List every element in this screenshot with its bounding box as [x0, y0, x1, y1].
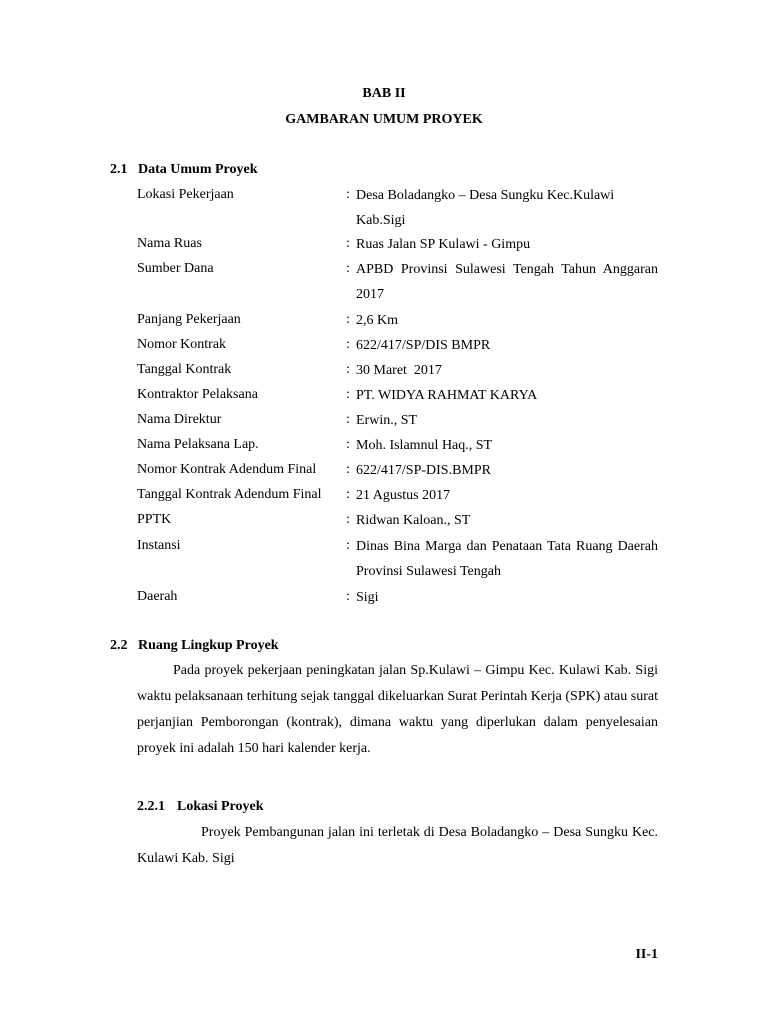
row-value: 2,6 Km: [356, 313, 398, 328]
row-label: Kontraktor Pelaksana: [137, 387, 258, 402]
section-number: 2.2.1: [137, 799, 165, 814]
row-label: Nomor Kontrak: [137, 337, 227, 352]
section-2-2-1-paragraph: Proyek Pembangunan jalan ini terletak di Desa Boladangko – Desa Sungku Kec. Kulawi Kab. Sigi: [137, 825, 658, 866]
row-value: Desa Boladangko – Desa Sungku Kec.Kulawi Kab.Sigi: [356, 188, 615, 228]
section-title: Lokasi Proyek: [177, 799, 264, 814]
row-colon: :: [346, 362, 350, 377]
row-label: Lokasi Pekerjaan: [137, 187, 234, 202]
row-label: Tanggal Kontrak Adendum Final: [137, 487, 322, 502]
row-label: Nama Ruas: [137, 236, 202, 251]
page-number: II-1: [635, 947, 658, 962]
section-title: Ruang Lingkup Proyek: [138, 638, 279, 653]
row-colon: :: [346, 387, 350, 402]
section-title: Data Umum Proyek: [138, 162, 258, 177]
data-row: [137, 261, 658, 302]
row-label: Tanggal Kontrak: [137, 362, 232, 377]
row-colon: :: [346, 512, 350, 527]
chapter-title: GAMBARAN UMUM PROYEK: [285, 112, 483, 127]
row-value: Erwin., ST: [356, 413, 418, 428]
row-value: 21 Agustus 2017: [356, 488, 451, 503]
row-value: Ridwan Kaloan., ST: [356, 513, 471, 528]
section-number: 2.1: [110, 162, 128, 177]
row-label: Nama Direktur: [137, 412, 222, 427]
row-label: PPTK: [137, 512, 172, 527]
section-2-2-1-heading: [137, 799, 263, 815]
row-value: Sigi: [356, 590, 379, 605]
row-value: Dinas Bina Marga dan Penataan Tata Ruang Daerah Provinsi Sulawesi Tengah: [356, 539, 658, 579]
data-row: [137, 538, 658, 579]
section-number: 2.2: [110, 638, 128, 653]
row-value: PT. WIDYA RAHMAT KARYA: [356, 388, 538, 403]
row-colon: :: [346, 412, 350, 427]
row-label: Instansi: [137, 538, 181, 553]
row-colon: :: [346, 538, 350, 553]
row-value: Ruas Jalan SP Kulawi - Gimpu: [356, 237, 531, 252]
row-colon: :: [346, 337, 350, 352]
section-2-2-paragraph: Pada proyek pekerjaan peningkatan jalan Sp.Kulawi – Gimpu Kec. Kulawi Kab. Sigi waktu pelaksanaan terhitung sejak tanggal dikeluarkan Surat Perintah Kerja (SPK) atau surat perjanjian Pemborongan (kontrak), dimana waktu yang diperlukan dalam penyelesaian proyek ini adalah 150 hari kalender kerja.: [137, 663, 658, 756]
section-2-1-heading: [110, 162, 258, 178]
row-label: Nama Pelaksana Lap.: [137, 437, 259, 452]
data-row: [137, 187, 658, 228]
row-colon: :: [346, 589, 350, 604]
chapter-number: BAB II: [362, 86, 406, 101]
row-value: APBD Provinsi Sulawesi Tengah Tahun Anggaran 2017: [356, 262, 658, 302]
row-value: 30 Maret 2017: [356, 363, 442, 378]
row-value: 622/417/SP/DIS BMPR: [356, 338, 491, 353]
row-value: Moh. Islamnul Haq., ST: [356, 438, 493, 453]
data-row: [137, 589, 658, 614]
row-label: Nomor Kontrak Adendum Final: [137, 462, 317, 477]
row-value: 622/417/SP-DIS.BMPR: [356, 463, 491, 478]
section-2-2-heading: [110, 638, 279, 654]
row-label: Sumber Dana: [137, 261, 214, 276]
row-colon: :: [346, 437, 350, 452]
row-colon: :: [346, 261, 350, 276]
row-label: Daerah: [137, 589, 178, 604]
row-colon: :: [346, 462, 350, 477]
row-colon: :: [346, 187, 350, 202]
row-colon: :: [346, 312, 350, 327]
row-colon: :: [346, 236, 350, 251]
row-label: Panjang Pekerjaan: [137, 312, 241, 327]
row-colon: :: [346, 487, 350, 502]
